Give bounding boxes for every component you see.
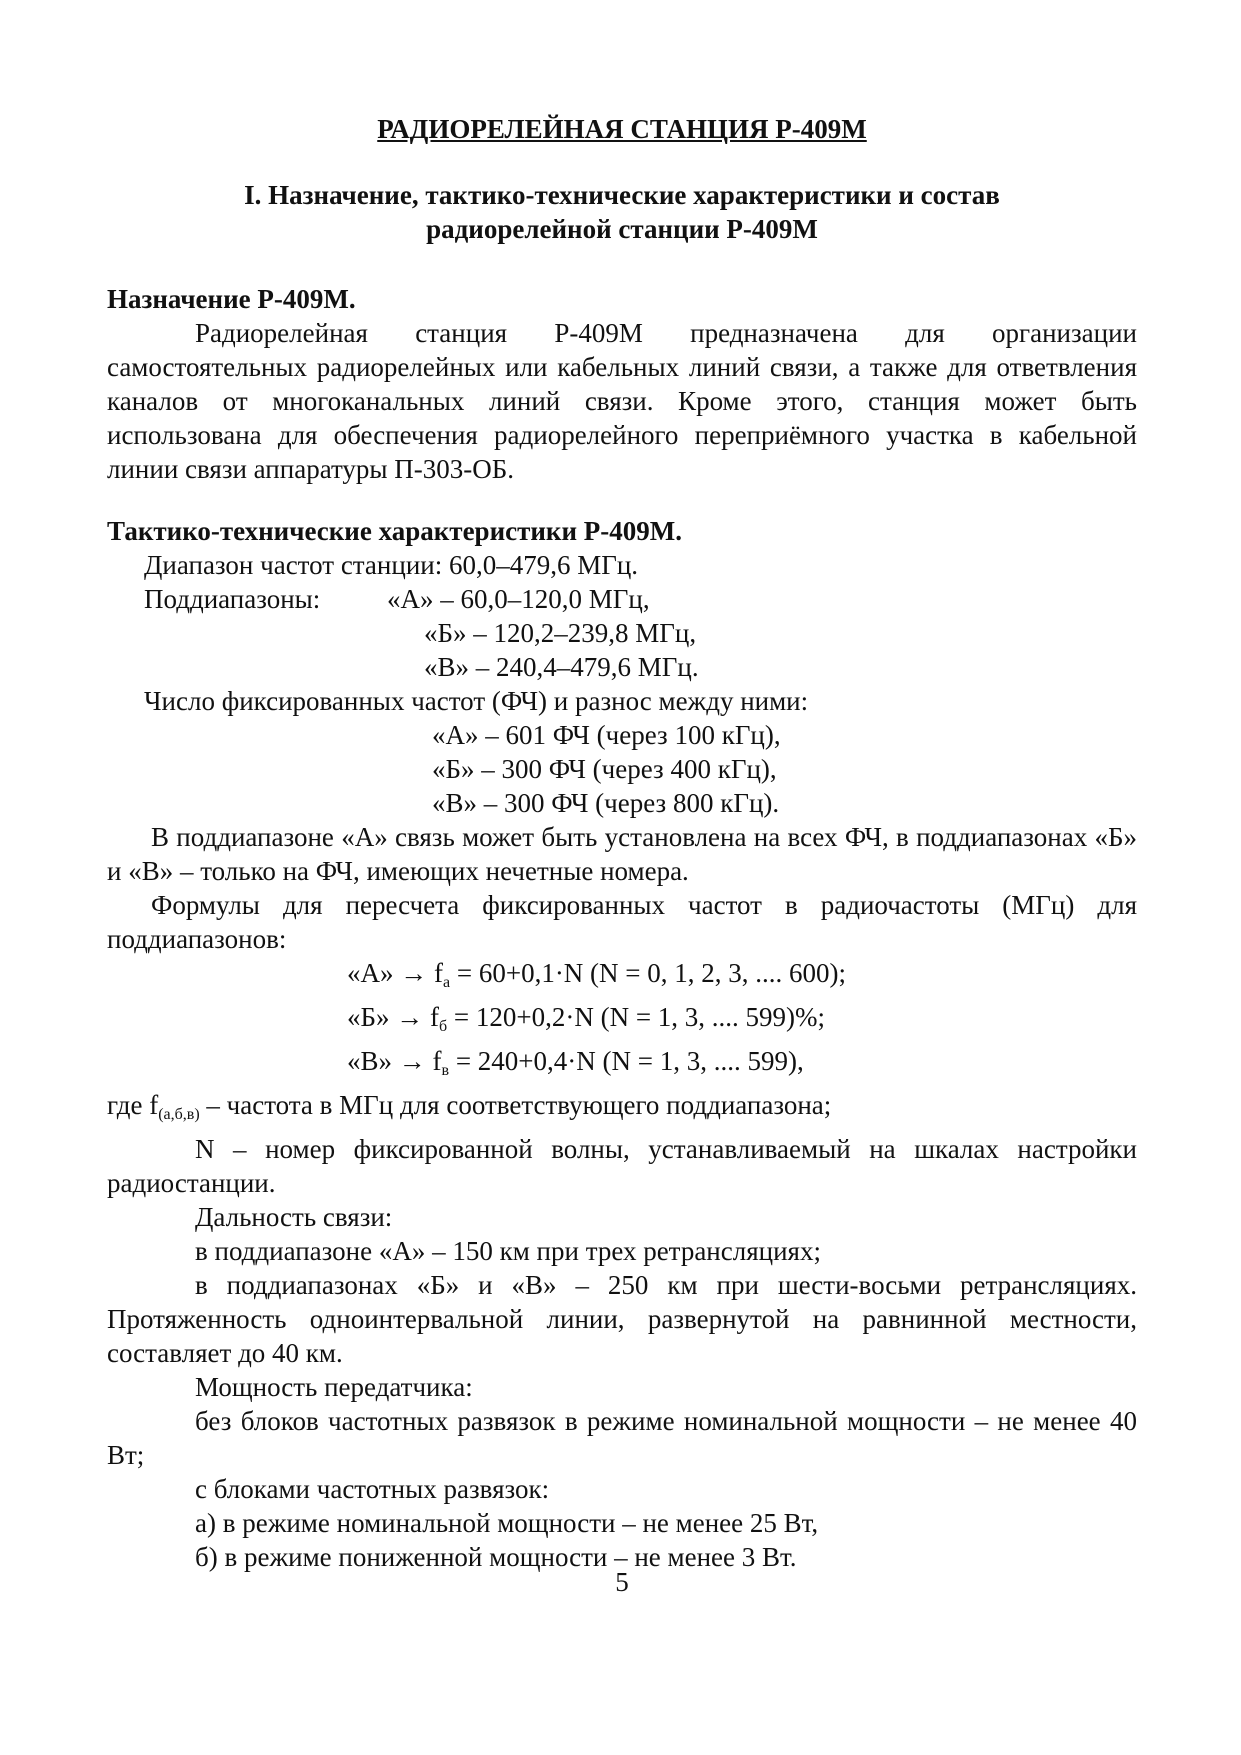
- subband-note: В поддиапазоне «А» связь может быть установлена на всех ФЧ, в поддиапазонах «Б» и «В» – только на ФЧ, имеющих нечетные номера.: [107, 822, 1137, 886]
- distance-a: в поддиапазоне «А» – 150 км при трех ретрансляциях;: [195, 1236, 821, 1266]
- purpose-paragraph: Радиорелейная станция Р-409М предназначена для организации самостоятельных радиорелейных или кабельных линий связи, а также для ответвления каналов от многоканальных линий связи. Кроме этого, станция может быть использована для обеспечения радиорелейного переприёмного участка в кабельной линии связи аппаратуры П-303-ОБ.: [107, 318, 1137, 484]
- purpose-heading: Назначение Р-409М.: [107, 284, 356, 314]
- subband-a: «А» – 60,0–120,0 МГц,: [387, 584, 650, 614]
- frequency-range: Диапазон частот станции: 60,0–479,6 МГц.: [144, 550, 639, 580]
- subband-c: «В» – 240,4–479,6 МГц.: [424, 652, 699, 682]
- power-without: без блоков частотных развязок в режиме номинальной мощности – не менее 40 Вт;: [107, 1406, 1137, 1470]
- fixed-freq-a: «А» – 601 ФЧ (через 100 кГц),: [432, 720, 781, 750]
- subband-b: «Б» – 120,2–239,8 МГц,: [424, 618, 697, 648]
- document-title: РАДИОРЕЛЕЙНАЯ СТАНЦИЯ Р-409М: [377, 114, 867, 144]
- formula-a: «А» → $f_а = 60+0,1\cdot N$ (N = 0, 1, 2, 3, .... 600);: [347, 958, 847, 991]
- distance-bv: в поддиапазонах «Б» и «В» – 250 км при шести-восьми ретрансляциях. Протяженность одноинтервальной линии, развернутой на равнинной местности, составляет до 40 км.: [107, 1270, 1137, 1368]
- n-definition: N – номер фиксированной волны, устанавливаемый на шкалах настройки радиостанции.: [107, 1134, 1137, 1198]
- subbands-label: Поддиапазоны:: [144, 584, 321, 614]
- fixed-freq-b: «Б» – 300 ФЧ (через 400 кГц),: [432, 754, 777, 784]
- formula-where: где $f_{(а,б,в)}$ – частота в МГц для соответствующего поддиапазона;: [107, 1090, 832, 1123]
- formulas-intro: Формулы для пересчета фиксированных частот в радиочастоты (МГц) для поддиапазонов:: [107, 890, 1137, 954]
- fixed-freq-label: Число фиксированных частот (ФЧ) и разнос между ними:: [144, 686, 809, 716]
- formula-c: «В» → $f_в = 240+0,4\cdot N$ (N = 1, 3, .... 599),: [347, 1046, 804, 1079]
- power-with-label: с блоками частотных развязок:: [195, 1474, 550, 1504]
- subbands-row: [107, 582, 1137, 616]
- section-title: [107, 178, 1137, 246]
- power-a: а) в режиме номинальной мощности – не менее 25 Вт,: [195, 1508, 819, 1538]
- formula-b: «Б» → $f_б = 120+0,2\cdot N$ (N = 1, 3, .... 599)%;: [347, 1002, 826, 1035]
- page-number: 5: [615, 1567, 629, 1597]
- section-title-line1: I. Назначение, тактико-технические характеристики и состав: [244, 180, 1000, 210]
- document-page: [107, 112, 1137, 1597]
- distance-label: Дальность связи:: [195, 1202, 393, 1232]
- section-title-line2: радиорелейной станции Р-409М: [426, 214, 818, 244]
- fixed-freq-c: «В» – 300 ФЧ (через 800 кГц).: [432, 788, 780, 818]
- power-label: Мощность передатчика:: [195, 1372, 473, 1402]
- specs-heading: Тактико-технические характеристики Р-409М.: [107, 516, 683, 546]
- power-b: б) в режиме пониженной мощности – не менее 3 Вт.: [195, 1542, 797, 1572]
